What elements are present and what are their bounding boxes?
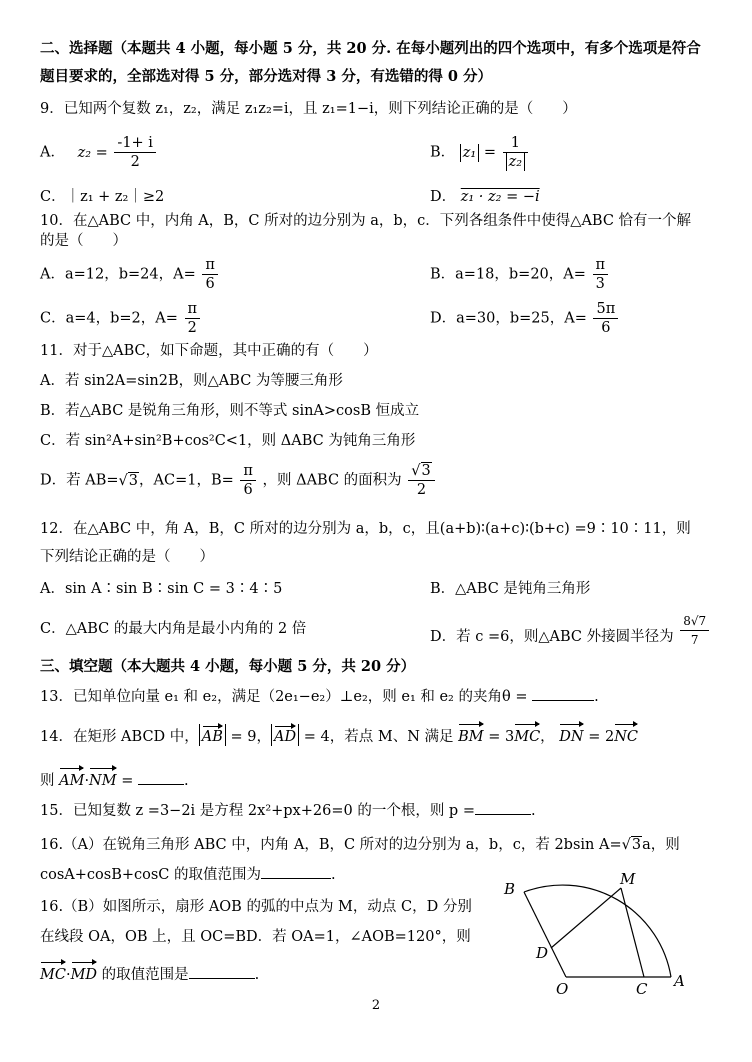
- q14-part2: = 9，: [230, 729, 272, 745]
- q14-vec-nc: NC: [614, 722, 638, 748]
- q11-opt-d-den: 6: [243, 482, 253, 498]
- q16a-part2: a，则: [642, 837, 680, 853]
- q16a-answer-blank[interactable]: [261, 864, 331, 879]
- q11-opt-d-part3: ，则 ΔABC 的面积为: [262, 472, 402, 489]
- q9-opt-b-num: 1: [503, 134, 528, 153]
- q10-opt-c-text: C．a=4，b=2，A=: [40, 310, 178, 327]
- q12-opt-d-fraction: [680, 612, 709, 649]
- q9-opt-b-eq: =: [483, 144, 496, 161]
- q9-opt-d-expr: z₁ · z₂ = −i: [460, 189, 540, 205]
- q9-options-cd: [40, 186, 722, 208]
- q12-stem-line1: 12．在△ABC 中，角 A，B，C 所对的边分别为 a，b，c，且(a+b)∶(a+c)∶(b+c) =9∶10∶11，则: [40, 521, 691, 537]
- q9-opt-b-fraction: [503, 134, 528, 171]
- q16b-vec-mc: MC: [40, 960, 66, 986]
- q11-opt-d-area-num: 3: [421, 463, 431, 479]
- q16a-line2: cosA+cosB+cosC 的取值范围为 .: [40, 864, 722, 886]
- q10-opt-d-num: 5π: [593, 300, 618, 319]
- q9-opt-a-num: -1+ i: [114, 134, 156, 153]
- q14-part1: 14．在矩形 ABCD 中，: [40, 729, 199, 745]
- q11-opt-d-area-fraction: $\frac{√3}{2}$: [408, 462, 434, 499]
- q12-opt-c: C．△ABC 的最大内角是最小内角的 2 倍: [40, 621, 307, 637]
- q10-options-ab: [40, 256, 722, 298]
- page-number: 2: [371, 998, 381, 1013]
- q10-opt-a-fraction: [202, 256, 218, 293]
- q11-opt-d-part2: ，AC=1，B=: [139, 472, 234, 489]
- q14-vec-am: AM: [59, 766, 84, 792]
- q9-opt-a-fraction: [114, 134, 156, 171]
- q14-vec-mc: MC: [514, 722, 540, 748]
- q9-opt-b: [430, 134, 530, 171]
- q9-opt-a-label: A．: [40, 144, 65, 161]
- q14-part3: = 4，若点 M、N 满足: [303, 729, 454, 745]
- q9-stem: 9．已知两个复数 z₁，z₂，满足 z₁z₂=i，且 z₁=1−i，则下列结论正确的是（ ）: [40, 101, 577, 117]
- q10-opt-c-fraction: [185, 300, 201, 337]
- q10-opt-d-fraction: [593, 300, 618, 337]
- label-c: C: [636, 980, 648, 998]
- q14-line1: 14．在矩形 ABCD 中， AB = 9， AD = 4，若点 M、N 满足 BM = 3MC， DN = 2NC: [40, 722, 722, 748]
- q16b-line1: 16.（B）如图所示，扇形 AOB 的弧的中点为 M，动点 C，D 分别: [40, 899, 472, 915]
- q12-opt-d-den: 7: [690, 633, 699, 647]
- q11-opt-d-fraction: [240, 462, 256, 499]
- q10-opt-c-num: π: [185, 300, 201, 319]
- label-a: A: [674, 972, 685, 990]
- q14-vec-dn: DN: [559, 722, 583, 748]
- q16b-line2: 在线段 OA，OB 上，且 OC=BD．若 OA=1，∠AOB=120°，则: [40, 929, 471, 945]
- q11-opt-d: [40, 462, 722, 506]
- q14-line2: 则 AM·NM = .: [40, 766, 722, 792]
- q10-stem-line1: 10．在△ABC 中，内角 A，B，C 所对的边分别为 a，b，c．下列各组条件中使得△ABC 恰有一个解: [40, 213, 692, 229]
- q9-opt-d-label: D．: [430, 189, 457, 205]
- q10-opt-d-text: D．a=30，b=25，A=: [430, 310, 587, 327]
- q11-opt-a: A．若 sin2A=sin2B，则△ABC 为等腰三角形: [40, 373, 343, 389]
- q9-options-ab: [40, 134, 722, 178]
- q11-opt-d-num: π: [240, 462, 256, 481]
- q14-vec-ab: AB: [202, 724, 223, 746]
- q13-text: 13．已知单位向量 e₁ 和 e₂，满足（2e₁−e₂）⊥e₂，则 e₁ 和 e₂ 的夹角θ =: [40, 689, 528, 705]
- section2-header-line1: 二、选择题（本题共 4 小题，每小题 5 分，共 20 分. 在每小题列出的四个选项中，有多个选项是符合: [40, 40, 701, 57]
- q9-opt-a-den: 2: [130, 154, 140, 170]
- q12-opt-a: A．sin A∶sin B∶sin C = 3∶4∶5: [40, 581, 283, 597]
- q16b-line3: MC·MD 的取值范围是 .: [40, 960, 482, 986]
- q16a-sqrt: √3: [621, 837, 642, 853]
- q11-opt-d-sqrt: √3: [118, 472, 138, 489]
- q10-opt-d-den: 6: [601, 320, 611, 336]
- q14-vec-bm: BM: [458, 722, 484, 748]
- q9-opt-a-lhs: z₂ =: [77, 144, 108, 161]
- q12-opt-d-num: 8√7: [680, 612, 709, 631]
- label-o: O: [556, 980, 569, 998]
- q10-opt-c-den: 2: [187, 320, 197, 336]
- q12-options-ab: [40, 578, 722, 600]
- segment-ob: [524, 892, 566, 977]
- q12-opt-d-text: D．若 c =6，则△ABC 外接圆半径为: [430, 628, 674, 645]
- q10-opt-a-den: 6: [205, 276, 215, 292]
- q10-opt-b-text: B．a=18，b=20，A=: [430, 266, 586, 283]
- q11-opt-b: B．若△ABC 是锐角三角形，则不等式 sinA>cosB 恒成立: [40, 403, 420, 419]
- q12-opt-b: B．△ABC 是钝角三角形: [430, 581, 591, 597]
- q9-opt-b-den: z₂: [506, 153, 525, 171]
- q10-opt-b-den: 3: [595, 276, 605, 292]
- label-m: M: [620, 870, 636, 888]
- section3-header: 三、填空题（本大题共 4 小题，每小题 5 分，共 20 分）: [40, 658, 416, 675]
- q11-stem: 11．对于△ABC，如下命题，其中正确的有（ ）: [40, 343, 378, 359]
- q10-stem-line2: 的是（ ）: [40, 233, 127, 249]
- q16b-vec-md: MD: [71, 960, 97, 986]
- q10-opt-a-num: π: [202, 256, 218, 275]
- q10-opt-b-num: π: [593, 256, 609, 275]
- q10-opt-b-fraction: [593, 256, 609, 293]
- q11-opt-c: C．若 sin²A+sin²B+cos²C<1，则 ΔABC 为钝角三角形: [40, 433, 416, 449]
- q16b-answer-blank[interactable]: [189, 964, 255, 979]
- q11-opt-d-part1: D．若 AB=: [40, 472, 119, 489]
- q14-vec-ad: AD: [274, 724, 296, 746]
- q16a-line2-text: cosA+cosB+cosC 的取值范围为: [40, 867, 262, 883]
- q15-text: 15．已知复数 z =3−2i 是方程 2x²+px+26=0 的一个根，则 p =: [40, 803, 475, 819]
- q12-stem-line2: 下列结论正确的是（ ）: [40, 549, 214, 565]
- q13: 13．已知单位向量 e₁ 和 e₂，满足（2e₁−e₂）⊥e₂，则 e₁ 和 e₂ 的夹角θ = .: [40, 686, 722, 708]
- q16b-line3-text: 的取值范围是: [101, 967, 189, 983]
- section2-header-line2: 题目要求的，全部选对得 5 分，部分选对得 3 分，有选错的得 0 分）: [40, 68, 493, 85]
- q16a-part1: 16.（A）在锐角三角形 ABC 中，内角 A，B，C 所对的边分别为 a，b，c，若 2bsin A=: [40, 837, 622, 853]
- q10-opt-a-text: A．a=12，b=24，A=: [40, 266, 196, 283]
- q13-answer-blank[interactable]: [532, 686, 594, 701]
- q16a-line1: [40, 834, 722, 856]
- q9-opt-b-lhs: z₁: [460, 144, 479, 162]
- sector-arc: [524, 885, 671, 977]
- q14-answer-blank[interactable]: [138, 770, 184, 785]
- q12-options-cd: [40, 612, 722, 652]
- segment-mc: [621, 888, 644, 977]
- q15-answer-blank[interactable]: [475, 800, 531, 815]
- q14-vec-nm: NM: [89, 766, 117, 792]
- label-d: D: [536, 944, 549, 962]
- q10-options-cd: [40, 300, 722, 342]
- sector-figure: [496, 870, 696, 1000]
- q9-opt-b-label: B．: [430, 144, 456, 161]
- label-b: B: [504, 880, 516, 898]
- q9-opt-c: C．｜z₁ + z₂｜≥2: [40, 189, 165, 205]
- q11-opt-d-area-den: 2: [416, 482, 427, 498]
- segment-md: [551, 888, 621, 948]
- q15: 15．已知复数 z =3−2i 是方程 2x²+px+26=0 的一个根，则 p = .: [40, 800, 722, 822]
